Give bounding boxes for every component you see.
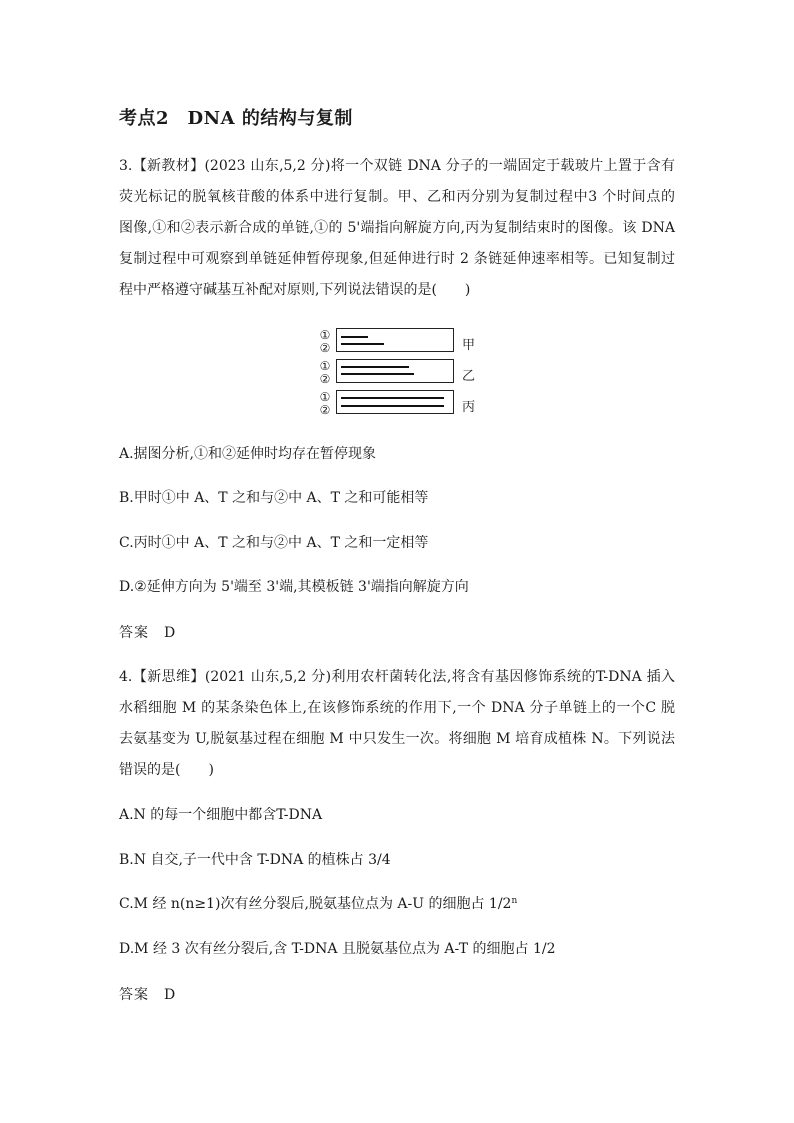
q3-stem-line-4: 复制过程中可观察到单链延伸暂停现象,但延伸进行时 2 条链延伸速率相等。已知复制过 bbox=[119, 251, 675, 267]
q4-stem-line-2: 水稻细胞 M 的某条染色体上,在该修饰系统的作用下,一个 DNA 分子单链上的一个C 脱 bbox=[119, 700, 675, 716]
q3-option-b: B.甲时①中 A、T 之和与②中 A、T 之和可能相等 bbox=[119, 490, 429, 506]
q4-answer: 答案 D bbox=[119, 987, 177, 1003]
panel-box-yi bbox=[336, 359, 454, 383]
strand-label-2: ② bbox=[319, 341, 331, 355]
q4-option-c-text: C.M 经 n(n≥1)次有丝分裂后,脱氨基位点为 A-U 的细胞占 1/2 bbox=[119, 896, 512, 912]
q3-option-d: D.②延伸方向为 5'端至 3'端,其模板链 3'端指向解旋方向 bbox=[119, 579, 469, 595]
q4-stem-line-4: 错误的是( ) bbox=[119, 762, 214, 778]
q3-stem-line-5: 程中严格遵守碱基互补配对原则,下列说法错误的是( ) bbox=[119, 282, 471, 298]
strand-1-panel-yi bbox=[341, 366, 409, 368]
q4-stem-line-3: 去氨基变为 U,脱氨基过程在细胞 M 中只发生一次。将细胞 M 培育成植株 N。下列说法 bbox=[119, 731, 675, 747]
q3-option-a: A.据图分析,①和②延伸时均存在暂停现象 bbox=[119, 446, 377, 462]
strand-label-1: ① bbox=[319, 359, 331, 373]
q4-option-a: A.N 的每一个细胞中都含T-DNA bbox=[119, 807, 323, 823]
q3-stem-line-2: 荧光标记的脱氧核苷酸的体系中进行复制。甲、乙和丙分别为复制过程中3 个时间点的 bbox=[119, 189, 675, 205]
panel-label-yi: 乙 bbox=[462, 369, 476, 384]
strand-label-1: ① bbox=[319, 390, 331, 404]
q3-stem-line-3: 图像,①和②表示新合成的单链,①的 5'端指向解旋方向,丙为复制结束时的图像。该 DNA bbox=[119, 220, 675, 236]
panel-label-jia: 甲 bbox=[462, 338, 476, 353]
q3-option-c: C.丙时①中 A、T 之和与②中 A、T 之和一定相等 bbox=[119, 535, 429, 551]
strand-1-panel-bing bbox=[341, 397, 444, 399]
q3-stem-line-1: 3.【新教材】(2023 山东,5,2 分)将一个双链 DNA 分子的一端固定于载玻片上置于含有 bbox=[119, 158, 675, 174]
q4-option-c bbox=[119, 894, 517, 914]
dna-replication-figure bbox=[316, 326, 486, 418]
q4-option-d: D.M 经 3 次有丝分裂后,含 T-DNA 且脱氨基位点为 A-T 的细胞占 1/2 bbox=[119, 941, 556, 957]
panel-label-bing: 丙 bbox=[462, 400, 476, 415]
panel-box-bing bbox=[336, 390, 454, 414]
strand-label-2: ② bbox=[319, 372, 331, 386]
q4-option-b: B.N 自交,子一代中含 T-DNA 的植株占 3/4 bbox=[119, 852, 391, 868]
panel-box-jia bbox=[336, 328, 454, 352]
q4-option-c-superscript: n bbox=[511, 896, 518, 906]
section-title: 考点2 DNA 的结构与复制 bbox=[119, 108, 353, 129]
strand-2-panel-jia bbox=[341, 343, 384, 345]
strand-2-panel-yi bbox=[341, 373, 414, 375]
q3-answer: 答案 D bbox=[119, 625, 177, 641]
strand-label-2: ② bbox=[319, 403, 331, 417]
strand-1-panel-jia bbox=[341, 336, 368, 338]
q4-stem-line-1: 4.【新思维】(2021 山东,5,2 分)利用农杆菌转化法,将含有基因修饰系统的T-DNA 插入 bbox=[119, 669, 675, 685]
strand-label-1: ① bbox=[319, 328, 331, 342]
strand-2-panel-bing bbox=[341, 405, 444, 407]
